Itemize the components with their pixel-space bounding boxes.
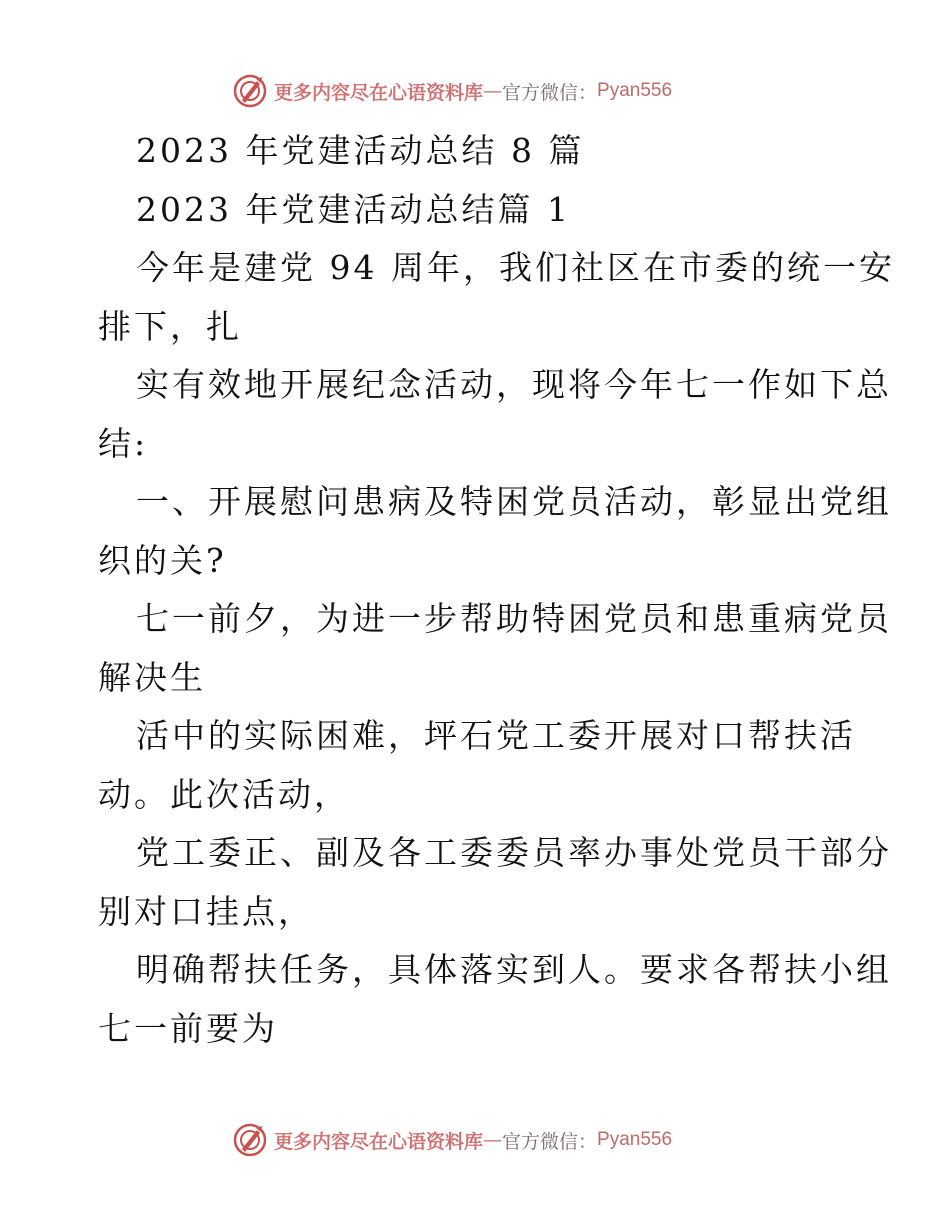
document-title: 2023 年党建活动总结 8 篇 bbox=[136, 131, 585, 170]
watermark-separator: — bbox=[483, 1129, 503, 1151]
document-body bbox=[98, 122, 895, 1058]
paragraph-line: 党工委正、副及各工委委员率办事处党员干部分 bbox=[136, 833, 892, 872]
paragraph-line: 今年是建党 94 周年，我们社区在市委的统一安 bbox=[136, 248, 895, 287]
watermark-text: 更多内容尽在心语资料库 bbox=[274, 1130, 484, 1153]
paragraph-line: 排下，扎 bbox=[98, 306, 242, 346]
paragraph-line: 实有效地开展纪念活动，现将今年七一作如下总 bbox=[136, 365, 892, 404]
watermark-wechat-label: 官方微信： bbox=[502, 81, 598, 104]
paragraph-line: 七一前夕，为进一步帮助特困党员和患重病党员 bbox=[136, 599, 892, 638]
paragraph-line: 别对口挂点， bbox=[98, 891, 314, 931]
paragraph-line: 七一前要为 bbox=[98, 1008, 278, 1048]
header-watermark bbox=[232, 71, 672, 111]
watermark-wechat-id: Pyan556 bbox=[597, 1129, 673, 1150]
paragraph-line: 结: bbox=[98, 423, 149, 463]
section-heading: 2023 年党建活动总结篇 1 bbox=[136, 189, 571, 229]
watermark-wechat-label: 官方微信： bbox=[502, 1130, 598, 1153]
watermark-wechat-id: Pyan556 bbox=[597, 80, 673, 101]
paragraph-line: 动。此次活动， bbox=[98, 774, 350, 814]
brand-logo-icon bbox=[232, 1122, 268, 1158]
paragraph-line: 明确帮扶任务，具体落实到人。要求各帮扶小组 bbox=[136, 950, 892, 989]
footer-watermark bbox=[232, 1120, 672, 1160]
paragraph-line: 解决生 bbox=[98, 657, 206, 697]
watermark-text: 更多内容尽在心语资料库 bbox=[274, 81, 484, 104]
paragraph-line: 织的关? bbox=[98, 540, 227, 580]
paragraph-line: 活中的实际困难，坪石党工委开展对口帮扶活 bbox=[136, 716, 856, 755]
watermark-separator: — bbox=[483, 80, 503, 102]
paragraph-line: 一、开展慰问患病及特困党员活动，彰显出党组 bbox=[136, 482, 892, 521]
brand-logo-icon bbox=[232, 73, 268, 109]
